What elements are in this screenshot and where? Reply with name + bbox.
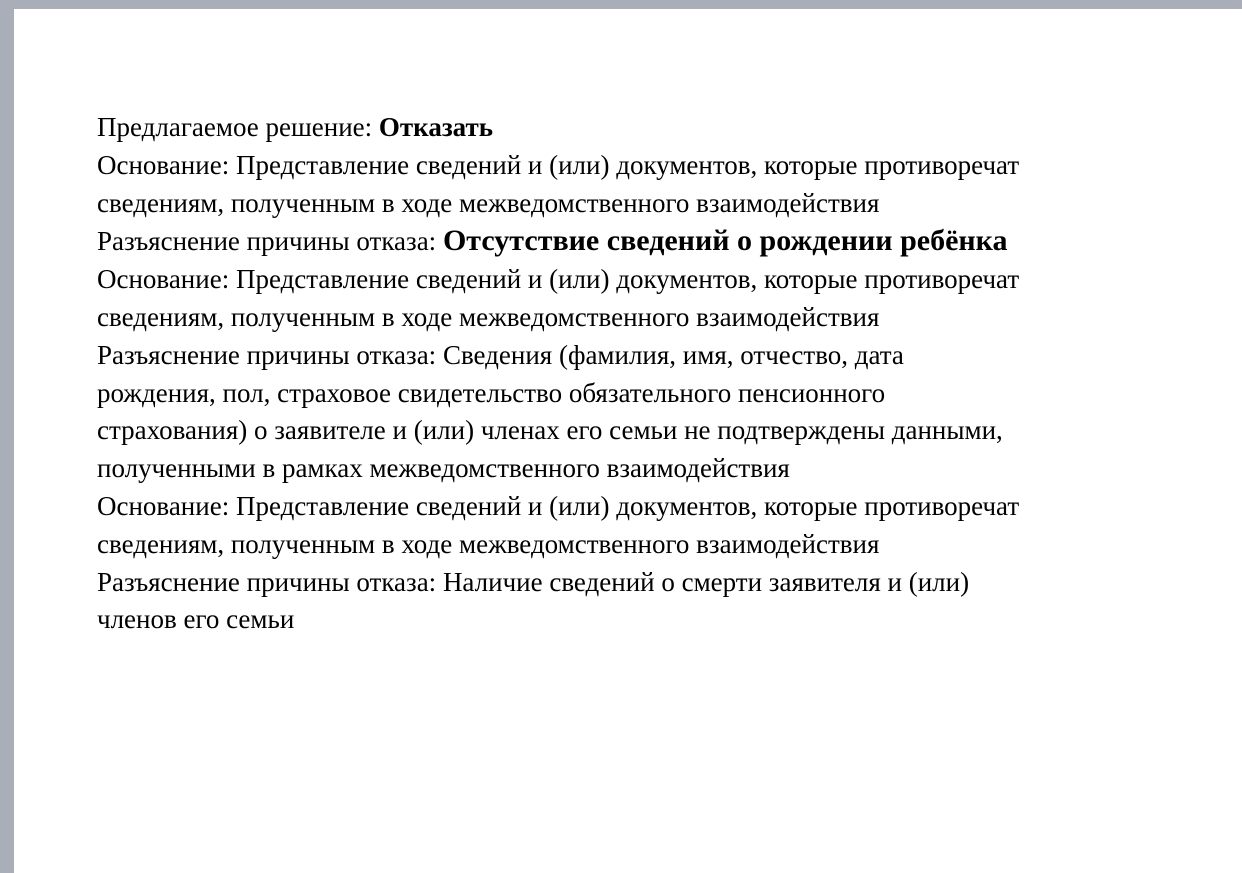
- decision-line: [97, 109, 1197, 147]
- document-page: [14, 9, 1242, 873]
- reason-2-explanation-line-4: полученными в рамках межведомственного взаимодействия: [97, 453, 790, 484]
- reason-3-basis-line-2: сведениям, полученным в ходе межведомственного взаимодействия: [97, 528, 880, 559]
- reason-2-basis-line-2: сведениям, полученным в ходе межведомственного взаимодействия: [97, 301, 880, 332]
- reason-3-explanation-line-2: членов его семьи: [97, 604, 295, 635]
- reason-3-basis-line-1: Основание: Представление сведений и (или) документов, которые противоречат: [97, 490, 1020, 521]
- reason-1-explanation-line: [97, 222, 1197, 261]
- decision-value: Отказать: [378, 112, 494, 142]
- reason-2-explanation-line-3: страхования) о заявителе и (или) членах его семьи не подтверждены данными,: [97, 415, 1003, 446]
- decision-label: Предлагаемое решение:: [97, 112, 379, 142]
- reason-3-explanation-line-1: Разъяснение причины отказа: Наличие сведений о смерти заявителя и (или): [97, 566, 970, 597]
- reason-1-basis-line-1: Основание: Представление сведений и (или) документов, которые противоречат: [97, 149, 1020, 180]
- reason-2-explanation-line-2: рождения, пол, страховое свидетельство обязательного пенсионного: [97, 377, 886, 408]
- reason-2-explanation-line-1: Разъяснение причины отказа: Сведения (фамилия, имя, отчество, дата: [97, 339, 904, 370]
- reason-1-explanation-label: Разъяснение причины отказа:: [97, 226, 443, 257]
- reason-2-basis-line-1: Основание: Представление сведений и (или) документов, которые противоречат: [97, 264, 1020, 295]
- reason-1-explanation-value: Отсутствие сведений о рождении ребёнка: [442, 224, 1008, 258]
- reason-1-basis-line-2: сведениям, полученным в ходе межведомственного взаимодействия: [97, 187, 880, 218]
- document-content: [97, 109, 1197, 639]
